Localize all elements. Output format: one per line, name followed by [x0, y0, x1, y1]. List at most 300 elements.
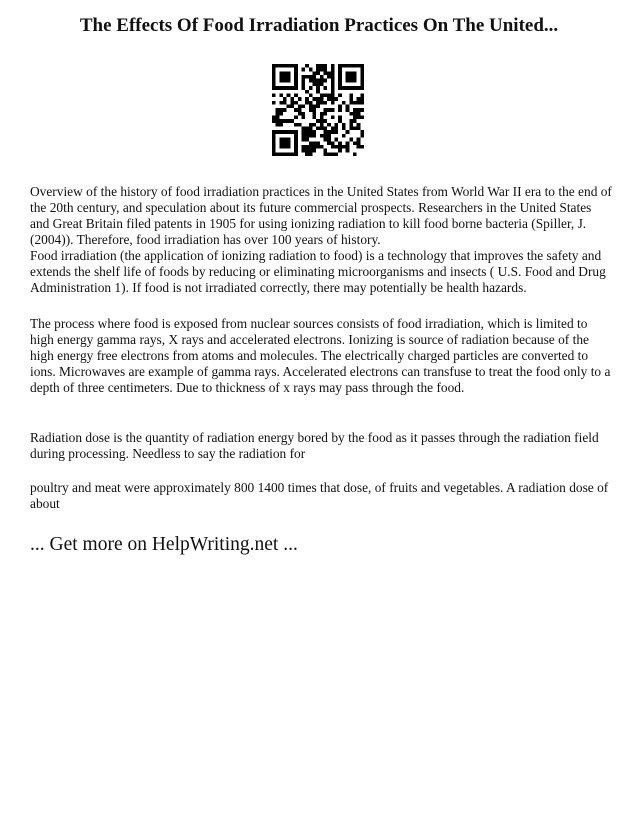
qr-module [305, 134, 309, 138]
qr-module [279, 108, 283, 112]
qr-module [309, 108, 313, 112]
qr-module [324, 93, 328, 97]
qr-module [312, 108, 316, 112]
qr-module [338, 75, 342, 79]
qr-module [316, 64, 320, 68]
qr-module [346, 64, 350, 68]
qr-module [305, 127, 309, 131]
qr-module [335, 130, 339, 134]
qr-module [283, 130, 287, 134]
qr-module [283, 79, 287, 83]
qr-module [320, 112, 324, 116]
qr-module [360, 86, 364, 90]
qr-module [287, 75, 291, 79]
qr-module [320, 79, 324, 83]
qr-module [276, 119, 280, 123]
qr-module [342, 123, 346, 127]
qr-module [294, 68, 298, 72]
qr-module [360, 68, 364, 72]
qr-module [294, 138, 298, 142]
qr-module [346, 71, 350, 75]
qr-module [335, 123, 339, 127]
qr-module [316, 127, 320, 131]
qr-module [279, 86, 283, 90]
qr-module [276, 112, 280, 116]
qr-module [327, 141, 331, 145]
qr-module [346, 130, 350, 134]
qr-module [305, 101, 309, 105]
qr-module [327, 130, 331, 134]
qr-module [272, 101, 276, 105]
qr-module [305, 152, 309, 156]
qr-module [327, 123, 331, 127]
qr-module [272, 79, 276, 83]
qr-module [272, 134, 276, 138]
qr-module [335, 138, 339, 142]
qr-module [327, 97, 331, 101]
qr-module [298, 123, 302, 127]
qr-module [312, 71, 316, 75]
qr-module [301, 134, 305, 138]
qr-module [287, 141, 291, 145]
document-title: The Effects Of Food Irradiation Practices On The United... [79, 15, 559, 36]
qr-module [290, 64, 294, 68]
qr-module [309, 123, 313, 127]
qr-module [272, 68, 276, 72]
qr-module [301, 130, 305, 134]
qr-module [349, 112, 353, 116]
qr-module [301, 86, 305, 90]
qr-module [320, 64, 324, 68]
qr-module [316, 119, 320, 123]
qr-module [279, 112, 283, 116]
qr-module [360, 101, 364, 105]
qr-module [276, 152, 280, 156]
qr-module [294, 123, 298, 127]
qr-module [312, 145, 316, 149]
qr-module [301, 149, 305, 153]
qr-module [353, 116, 357, 120]
qr-module [309, 75, 313, 79]
qr-module [305, 90, 309, 94]
qr-module [353, 79, 357, 83]
qr-module [360, 108, 364, 112]
qr-module [338, 64, 342, 68]
qr-module [360, 116, 364, 120]
qr-module [327, 134, 331, 138]
qr-module [287, 64, 291, 68]
qr-module [331, 145, 335, 149]
qr-module [338, 141, 342, 145]
qr-module [316, 90, 320, 94]
qr-module [272, 141, 276, 145]
qr-module [338, 79, 342, 83]
qr-module [353, 127, 357, 131]
qr-code-icon [272, 64, 364, 156]
definition-text: Food irradiation (the application of ionizing radiation to food) is a technology that improves the safety and extends the shelf life of foods by reducing or eliminating microorganisms and insects ( U.S. Food and Drug Administration 1). If food is not irradiated correctly, there may potentially be health hazards. [30, 248, 606, 295]
qr-module [279, 101, 283, 105]
process-paragraph: The process where food is exposed from nuclear sources consists of food irradiation, which is limited to high energy gamma rays, X rays and accelerated electrons. Ionizing is source of radiation because of the high energy free electrons from atoms and molecules. The electrically charged particles are converted to ions. Microwaves are example of gamma rays. Accelerated electrons can transfuse to treat the food only to a depth of three centimeters. Due to thickness of x rays may pass through the food. [30, 316, 611, 395]
qr-module [331, 64, 335, 68]
history-text: Overview of the history of food irradiation practices in the United States from World War II era to the end of the 20th century, and speculation about its future commercial prospects. Researchers in the United States and Great Britain filed patents in 1905 for using ionizing radiation to kill food borne bacteria (Spiller, J. (2004)). Therefore, food irradiation has over 100 years of history. [30, 184, 612, 247]
qr-module [287, 79, 291, 83]
qr-module [272, 138, 276, 142]
qr-module [349, 86, 353, 90]
qr-module [324, 64, 328, 68]
qr-module [312, 79, 316, 83]
qr-module [272, 145, 276, 149]
qr-module [342, 134, 346, 138]
qr-module [316, 71, 320, 75]
qr-module [360, 130, 364, 134]
qr-module [283, 75, 287, 79]
qr-module [324, 101, 328, 105]
qr-module [349, 75, 353, 79]
qr-module [324, 130, 328, 134]
qr-module [272, 149, 276, 153]
qr-module [320, 93, 324, 97]
qr-module [294, 75, 298, 79]
qr-module [294, 152, 298, 156]
qr-module [287, 86, 291, 90]
qr-module [309, 130, 313, 134]
qr-module [360, 134, 364, 138]
qr-module [331, 90, 335, 94]
qr-module [283, 71, 287, 75]
qr-module [331, 93, 335, 97]
qr-module [349, 123, 353, 127]
qr-module [283, 86, 287, 90]
qr-module [331, 71, 335, 75]
qr-module [272, 119, 276, 123]
qr-module [279, 123, 283, 127]
qr-module [335, 127, 339, 131]
qr-module [294, 71, 298, 75]
qr-module [331, 68, 335, 72]
qr-module [312, 104, 316, 108]
qr-module [301, 145, 305, 149]
qr-module [316, 82, 320, 86]
qr-module [309, 104, 313, 108]
qr-module [312, 116, 316, 120]
qr-module [360, 75, 364, 79]
qr-module [316, 141, 320, 145]
qr-module [357, 123, 361, 127]
qr-module [349, 119, 353, 123]
qr-module [331, 116, 335, 120]
qr-module [309, 93, 313, 97]
qr-module [349, 79, 353, 83]
qr-module [357, 127, 361, 131]
qr-module [320, 116, 324, 120]
qr-module [335, 97, 339, 101]
qr-module [316, 79, 320, 83]
qr-module [298, 97, 302, 101]
qr-module [338, 93, 342, 97]
qr-module [279, 119, 283, 123]
qr-module [327, 93, 331, 97]
qr-module [272, 93, 276, 97]
qr-module [305, 64, 309, 68]
qr-module [320, 123, 324, 127]
qr-module [320, 127, 324, 131]
qr-module [279, 152, 283, 156]
qr-module [301, 68, 305, 72]
qr-module [287, 93, 291, 97]
qr-module [324, 149, 328, 153]
qr-module [309, 149, 313, 153]
qr-module [312, 123, 316, 127]
qr-module [353, 64, 357, 68]
qr-module [327, 138, 331, 142]
qr-module [309, 79, 313, 83]
qr-module [360, 97, 364, 101]
qr-module [320, 145, 324, 149]
qr-module [338, 108, 342, 112]
qr-module [301, 75, 305, 79]
qr-module [287, 145, 291, 149]
qr-module [331, 82, 335, 86]
qr-module [279, 64, 283, 68]
qr-module [305, 97, 309, 101]
qr-module [272, 130, 276, 134]
qr-module [353, 119, 357, 123]
qr-module [283, 152, 287, 156]
qr-module [283, 108, 287, 112]
qr-module [294, 82, 298, 86]
qr-module [331, 130, 335, 134]
qr-module [287, 104, 291, 108]
qr-module [309, 68, 313, 72]
qr-module [287, 119, 291, 123]
qr-module [360, 71, 364, 75]
qr-module [279, 138, 283, 142]
qr-module [294, 134, 298, 138]
qr-module [320, 134, 324, 138]
qr-module [338, 82, 342, 86]
qr-module [346, 79, 350, 83]
qr-module [279, 141, 283, 145]
qr-module [360, 79, 364, 83]
qr-module [279, 75, 283, 79]
qr-module [324, 108, 328, 112]
qr-module [279, 93, 283, 97]
qr-module [324, 119, 328, 123]
qr-module [324, 152, 328, 156]
qr-module [324, 134, 328, 138]
qr-module [360, 145, 364, 149]
qr-module [294, 116, 298, 120]
qr-module [294, 141, 298, 145]
qr-module [287, 152, 291, 156]
qr-module [346, 149, 350, 153]
qr-module [272, 75, 276, 79]
qr-module [290, 130, 294, 134]
qr-module [301, 138, 305, 142]
qr-module [331, 79, 335, 83]
qr-module [342, 127, 346, 131]
qr-module [312, 149, 316, 153]
intro-paragraph [30, 184, 612, 296]
qr-module [283, 138, 287, 142]
qr-module [357, 101, 361, 105]
qr-module [353, 108, 357, 112]
qr-module [301, 116, 305, 120]
qr-module [353, 86, 357, 90]
qr-module [272, 86, 276, 90]
qr-module [349, 127, 353, 131]
qr-module [272, 64, 276, 68]
qr-module [357, 97, 361, 101]
poultry-paragraph: poultry and meat were approximately 800 1400 times that dose, of fruits and vegetables. A radiation dose of about [30, 480, 609, 511]
qr-module [360, 93, 364, 97]
qr-module [279, 130, 283, 134]
qr-module [312, 75, 316, 79]
qr-module [338, 71, 342, 75]
qr-module [283, 119, 287, 123]
qr-module [324, 138, 328, 142]
qr-module [279, 71, 283, 75]
qr-module [301, 112, 305, 116]
qr-module [316, 97, 320, 101]
qr-module [272, 152, 276, 156]
qr-module [283, 145, 287, 149]
qr-module [305, 145, 309, 149]
qr-module [324, 68, 328, 72]
qr-module [276, 64, 280, 68]
qr-module [353, 112, 357, 116]
qr-module [316, 145, 320, 149]
qr-module [305, 149, 309, 153]
qr-module [353, 75, 357, 79]
qr-module [309, 152, 313, 156]
qr-module [320, 82, 324, 86]
qr-module [301, 127, 305, 131]
qr-module [360, 64, 364, 68]
qr-module [290, 101, 294, 105]
qr-module [335, 145, 339, 149]
qr-module [309, 86, 313, 90]
qr-module [357, 108, 361, 112]
qr-module [320, 97, 324, 101]
qr-module [331, 127, 335, 131]
qr-module [357, 116, 361, 120]
qr-module [294, 108, 298, 112]
qr-module [349, 64, 353, 68]
qr-module [331, 152, 335, 156]
qr-module [305, 138, 309, 142]
qr-module [305, 75, 309, 79]
qr-module [357, 86, 361, 90]
qr-module [312, 82, 316, 86]
qr-module [276, 130, 280, 134]
qr-module [290, 104, 294, 108]
qr-module [272, 82, 276, 86]
qr-module [305, 130, 309, 134]
qr-module [290, 97, 294, 101]
qr-module [298, 104, 302, 108]
qr-module [294, 130, 298, 134]
qr-module [331, 86, 335, 90]
qr-module [357, 145, 361, 149]
qr-module [353, 152, 357, 156]
qr-module [324, 79, 328, 83]
qr-module [312, 134, 316, 138]
qr-module [276, 116, 280, 120]
qr-module [324, 86, 328, 90]
qr-module [349, 97, 353, 101]
qr-module [309, 134, 313, 138]
qr-module [338, 86, 342, 90]
qr-module [272, 116, 276, 120]
qr-module [349, 93, 353, 97]
qr-module [338, 145, 342, 149]
qr-module [346, 141, 350, 145]
qr-module [331, 97, 335, 101]
qr-module [349, 138, 353, 142]
qr-module [324, 112, 328, 116]
qr-module [290, 152, 294, 156]
qr-module [298, 112, 302, 116]
qr-module [287, 138, 291, 142]
qr-module [279, 79, 283, 83]
qr-module [276, 108, 280, 112]
qr-module [316, 104, 320, 108]
qr-module [276, 123, 280, 127]
dose-paragraph: Radiation dose is the quantity of radiation energy bored by the food as it passes through the radiation field during processing. Needless to say the radiation for [30, 430, 599, 461]
qr-module [360, 82, 364, 86]
qr-module [301, 104, 305, 108]
qr-module [316, 86, 320, 90]
qr-module [353, 101, 357, 105]
qr-module [309, 127, 313, 131]
qr-module [316, 101, 320, 105]
qr-module [346, 86, 350, 90]
qr-module [312, 97, 316, 101]
qr-module [316, 68, 320, 72]
qr-module [338, 119, 342, 123]
qr-module [287, 130, 291, 134]
qr-module [294, 93, 298, 97]
qr-module [294, 145, 298, 149]
qr-module [294, 86, 298, 90]
qr-module [320, 119, 324, 123]
qr-module [327, 75, 331, 79]
qr-module [290, 86, 294, 90]
qr-module [283, 97, 287, 101]
qr-module [342, 86, 346, 90]
qr-module [294, 79, 298, 83]
qr-module [331, 141, 335, 145]
qr-module [342, 101, 346, 105]
qr-module [324, 71, 328, 75]
qr-module [283, 101, 287, 105]
qr-module [357, 64, 361, 68]
qr-module [346, 104, 350, 108]
get-more-link[interactable]: ... Get more on HelpWriting.net ... [30, 534, 298, 555]
qr-module [312, 130, 316, 134]
qr-module [346, 108, 350, 112]
qr-module [312, 141, 316, 145]
qr-module [298, 108, 302, 112]
qr-module [349, 101, 353, 105]
qr-module [320, 68, 324, 72]
qr-module [346, 75, 350, 79]
qr-module [342, 64, 346, 68]
qr-module [276, 86, 280, 90]
qr-module [283, 64, 287, 68]
qr-module [283, 141, 287, 145]
